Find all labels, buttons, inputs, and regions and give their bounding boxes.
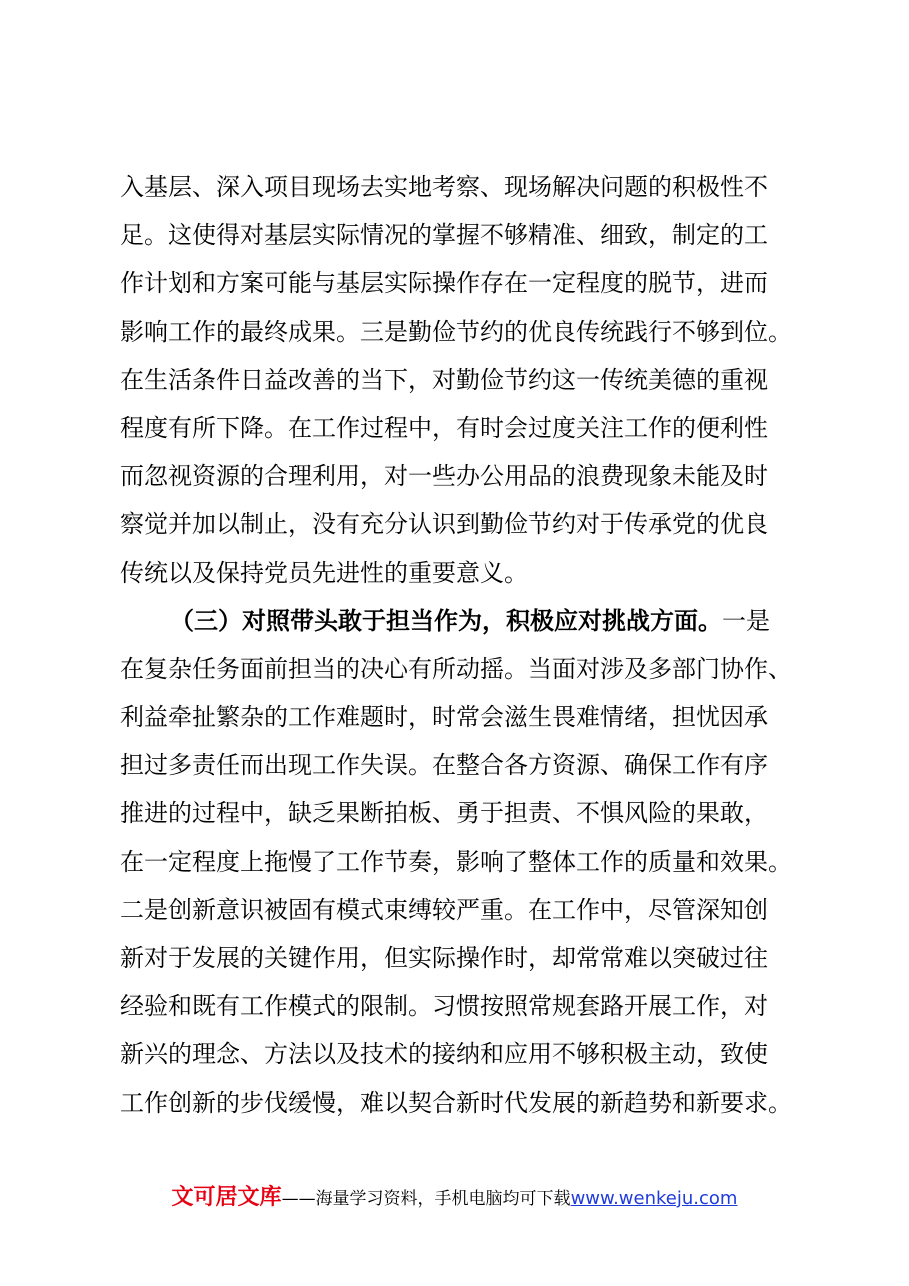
section-line-10: 工作创新的步伐缓慢，难以契合新时代发展的新趋势和新要求。 [120, 1088, 792, 1117]
document-body [120, 163, 800, 1127]
section-heading-line [120, 597, 800, 645]
section-line-8: 经验和既有工作模式的限制。习惯按照常规套路开展工作，对 [120, 992, 768, 1021]
footer-tagline: ——海量学习资料，手机电脑均可下载 [281, 1189, 571, 1209]
text-line-7: 而忽视资源的合理利用，对一些办公用品的浪费现象未能及时 [120, 462, 768, 491]
text-line-1: 入基层、深入项目现场去实地考察、现场解决问题的积极性不 [120, 173, 768, 201]
text-line-3: 作计划和方案可能与基层实际操作存在一定程度的脱节，进而 [120, 269, 768, 298]
section-heading: （三）对照带头敢于担当作为，积极应对挑战方面。 [170, 605, 722, 635]
footer-site-link[interactable]: www.wenkeju.com [570, 1188, 738, 1209]
section-line-3: 担过多责任而出现工作失误。在整合各方资源、确保工作有序 [120, 751, 768, 780]
section-line-2: 利益牵扯繁杂的工作难题时，时常会滋生畏难情绪，担忧因承 [120, 703, 768, 732]
section-line-1: 在复杂任务面前担当的决心有所动摇。当面对涉及多部门协作、 [120, 654, 792, 683]
text-line-4: 影响工作的最终成果。三是勤俭节约的优良传统践行不够到位。 [120, 317, 792, 346]
footer-watermark [0, 1180, 909, 1211]
section-line-7: 新对于发展的关键作用，但实际操作时，却常常难以突破过往 [120, 944, 768, 972]
footer-brand: 文可居文库 [171, 1185, 282, 1210]
section-line-6: 二是创新意识被固有模式束缚较严重。在工作中，尽管深知创 [120, 895, 768, 924]
section-heading-tail: 一是 [722, 606, 770, 635]
text-line-2: 足。这使得对基层实际情况的掌握不够精准、细致，制定的工 [120, 221, 768, 250]
section-line-4: 推进的过程中，缺乏果断拍板、勇于担责、不惧风险的果敢， [120, 799, 768, 828]
section-line-5: 在一定程度上拖慢了工作节奏，影响了整体工作的质量和效果。 [120, 847, 792, 876]
text-line-9: 传统以及保持党员先进性的重要意义。 [120, 558, 528, 587]
text-line-5: 在生活条件日益改善的当下，对勤俭节约这一传统美德的重视 [120, 365, 768, 394]
text-line-6: 程度有所下降。在工作过程中，有时会过度关注工作的便利性 [120, 413, 768, 442]
section-line-9: 新兴的理念、方法以及技术的接纳和应用不够积极主动，致使 [120, 1040, 768, 1069]
text-line-8: 察觉并加以制止，没有充分认识到勤俭节约对于传承党的优良 [120, 510, 768, 539]
